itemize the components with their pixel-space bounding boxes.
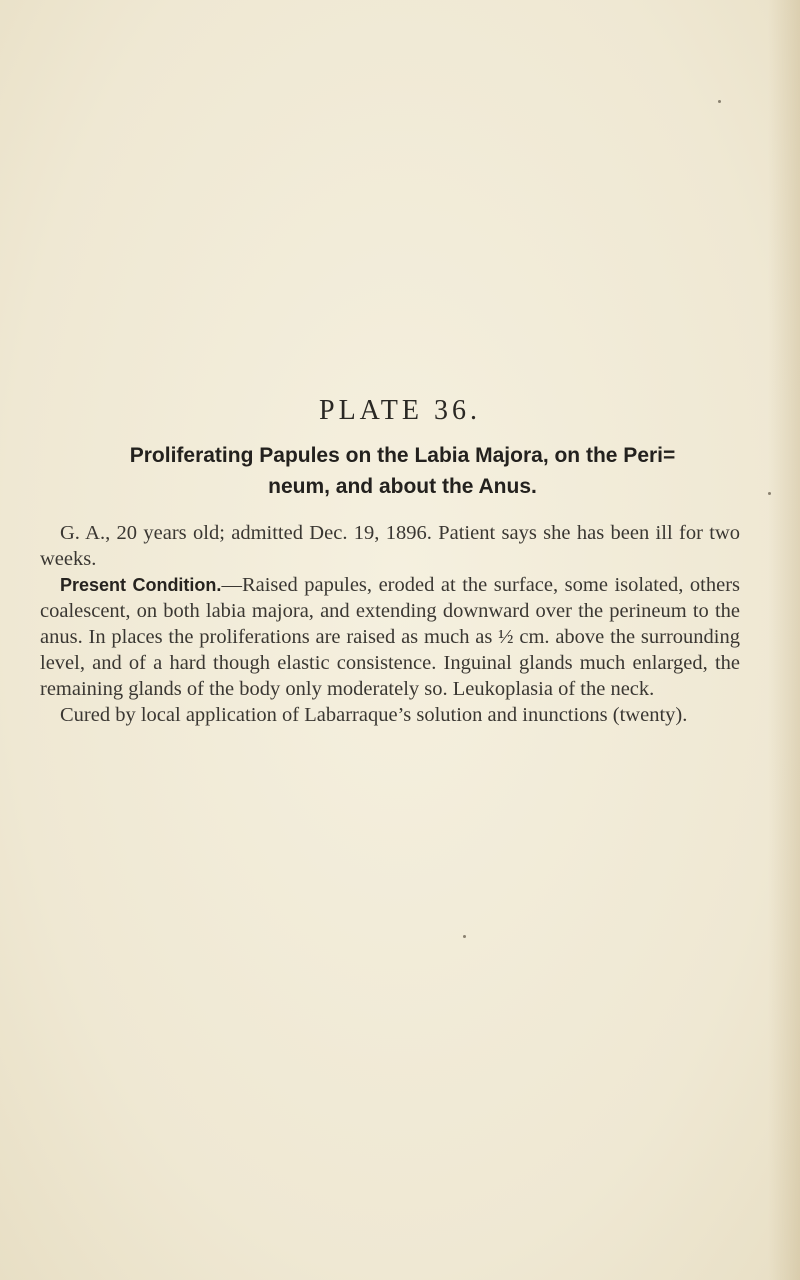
cure-paragraph: Cured by local application of Labarraque’s solution and inunctions (twenty). [60, 704, 688, 726]
case-description [40, 520, 740, 728]
present-condition-label: Present Condition. [60, 575, 222, 595]
paper-speck [718, 100, 721, 103]
intro-paragraph: G. A., 20 years old; admitted Dec. 19, 1896. Patient says she has been ill for two weeks. [40, 522, 740, 570]
plate-heading [60, 440, 745, 502]
present-condition-paragraph [40, 572, 740, 702]
present-condition-text: —Raised papules, eroded at the surface, some isolated, others coalescent, on both labia majora, and extending downward over the perineum to the anus. In places the proliferations are raised as much as ½ cm. above the surrounding level, and of a hard though elastic consistence. Inguinal glands much enlarged, the remaining glands of the body only moderately so. Leukoplasia of the neck. [40, 574, 740, 700]
heading-line-2: neum, and about the Anus. [268, 475, 537, 498]
plate-title: PLATE 36. [319, 395, 481, 426]
paper-speck [463, 935, 466, 938]
heading-line-1: Proliferating Papules on the Labia Majora, on the Peri= [129, 444, 676, 467]
paper-speck [768, 492, 771, 495]
